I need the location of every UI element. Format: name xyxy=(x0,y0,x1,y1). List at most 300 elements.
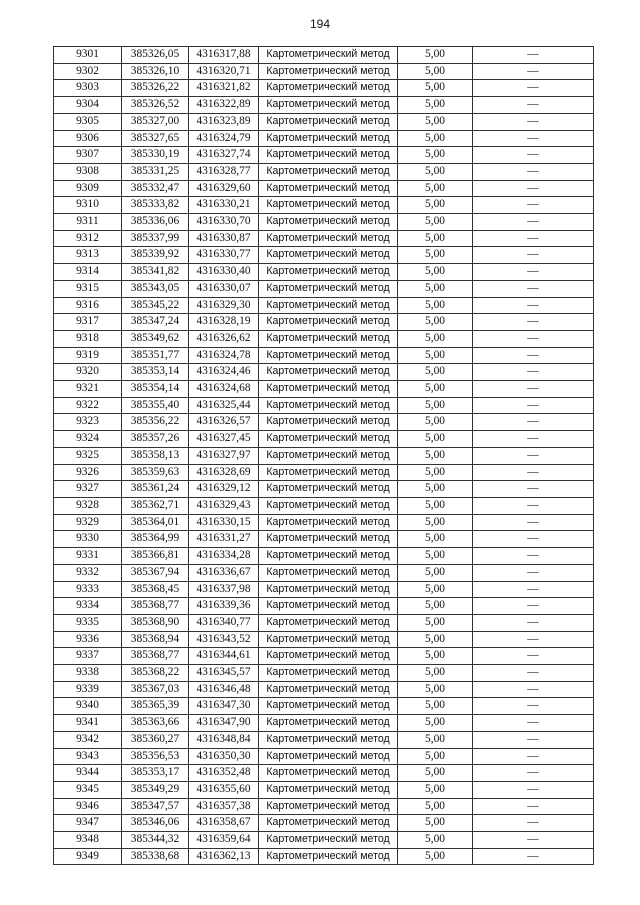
table-row xyxy=(54,314,594,331)
method-cell: Картометрический метод xyxy=(259,130,398,147)
error-cell: 5,00 xyxy=(398,347,473,364)
description-cell: — xyxy=(473,581,594,598)
table-row xyxy=(54,247,594,264)
method-cell: Картометрический метод xyxy=(259,798,398,815)
method-cell: Картометрический метод xyxy=(259,163,398,180)
point-number-cell: 9321 xyxy=(54,381,122,398)
table-row xyxy=(54,497,594,514)
y-coordinate-cell: 4316348,84 xyxy=(189,731,259,748)
x-coordinate-cell: 385356,22 xyxy=(122,414,189,431)
x-coordinate-cell: 385358,13 xyxy=(122,447,189,464)
x-coordinate-cell: 385356,53 xyxy=(122,748,189,765)
x-coordinate-cell: 385368,90 xyxy=(122,614,189,631)
x-coordinate-cell: 385327,65 xyxy=(122,130,189,147)
table-row xyxy=(54,848,594,865)
point-number-cell: 9316 xyxy=(54,297,122,314)
table-row xyxy=(54,731,594,748)
x-coordinate-cell: 385365,39 xyxy=(122,698,189,715)
error-cell: 5,00 xyxy=(398,514,473,531)
description-cell: — xyxy=(473,497,594,514)
error-cell: 5,00 xyxy=(398,330,473,347)
y-coordinate-cell: 4316322,89 xyxy=(189,97,259,114)
y-coordinate-cell: 4316330,87 xyxy=(189,230,259,247)
error-cell: 5,00 xyxy=(398,564,473,581)
error-cell: 5,00 xyxy=(398,63,473,80)
method-cell: Картометрический метод xyxy=(259,698,398,715)
table-row xyxy=(54,113,594,130)
point-number-cell: 9320 xyxy=(54,364,122,381)
method-cell: Картометрический метод xyxy=(259,214,398,231)
y-coordinate-cell: 4316328,69 xyxy=(189,464,259,481)
method-cell: Картометрический метод xyxy=(259,347,398,364)
point-number-cell: 9310 xyxy=(54,197,122,214)
point-number-cell: 9305 xyxy=(54,113,122,130)
method-cell: Картометрический метод xyxy=(259,614,398,631)
method-cell: Картометрический метод xyxy=(259,564,398,581)
y-coordinate-cell: 4316362,13 xyxy=(189,848,259,865)
point-number-cell: 9314 xyxy=(54,264,122,281)
description-cell: — xyxy=(473,330,594,347)
method-cell: Картометрический метод xyxy=(259,681,398,698)
x-coordinate-cell: 385368,94 xyxy=(122,631,189,648)
y-coordinate-cell: 4316330,21 xyxy=(189,197,259,214)
point-number-cell: 9343 xyxy=(54,748,122,765)
table-row xyxy=(54,548,594,565)
table-row xyxy=(54,715,594,732)
error-cell: 5,00 xyxy=(398,665,473,682)
method-cell: Картометрический метод xyxy=(259,147,398,164)
x-coordinate-cell: 385357,26 xyxy=(122,431,189,448)
description-cell: — xyxy=(473,681,594,698)
x-coordinate-cell: 385367,03 xyxy=(122,681,189,698)
error-cell: 5,00 xyxy=(398,147,473,164)
description-cell: — xyxy=(473,614,594,631)
y-coordinate-cell: 4316334,28 xyxy=(189,548,259,565)
method-cell: Картометрический метод xyxy=(259,314,398,331)
method-cell: Картометрический метод xyxy=(259,548,398,565)
table-row xyxy=(54,197,594,214)
description-cell: — xyxy=(473,80,594,97)
description-cell: — xyxy=(473,147,594,164)
point-number-cell: 9315 xyxy=(54,280,122,297)
error-cell: 5,00 xyxy=(398,832,473,849)
point-number-cell: 9339 xyxy=(54,681,122,698)
error-cell: 5,00 xyxy=(398,715,473,732)
point-number-cell: 9317 xyxy=(54,314,122,331)
method-cell: Картометрический метод xyxy=(259,531,398,548)
error-cell: 5,00 xyxy=(398,798,473,815)
method-cell: Картометрический метод xyxy=(259,280,398,297)
point-number-cell: 9303 xyxy=(54,80,122,97)
table-row xyxy=(54,832,594,849)
table-row xyxy=(54,63,594,80)
method-cell: Картометрический метод xyxy=(259,113,398,130)
description-cell: — xyxy=(473,347,594,364)
description-cell: — xyxy=(473,514,594,531)
table-row xyxy=(54,447,594,464)
table-row xyxy=(54,297,594,314)
coordinates-table-body xyxy=(54,47,594,865)
x-coordinate-cell: 385333,82 xyxy=(122,197,189,214)
method-cell: Картометрический метод xyxy=(259,598,398,615)
x-coordinate-cell: 385368,77 xyxy=(122,598,189,615)
point-number-cell: 9347 xyxy=(54,815,122,832)
method-cell: Картометрический метод xyxy=(259,631,398,648)
table-row xyxy=(54,347,594,364)
error-cell: 5,00 xyxy=(398,447,473,464)
error-cell: 5,00 xyxy=(398,197,473,214)
method-cell: Картометрический метод xyxy=(259,47,398,64)
point-number-cell: 9332 xyxy=(54,564,122,581)
x-coordinate-cell: 385353,17 xyxy=(122,765,189,782)
point-number-cell: 9328 xyxy=(54,497,122,514)
method-cell: Картометрический метод xyxy=(259,781,398,798)
description-cell: — xyxy=(473,264,594,281)
table-row xyxy=(54,230,594,247)
error-cell: 5,00 xyxy=(398,681,473,698)
description-cell: — xyxy=(473,63,594,80)
y-coordinate-cell: 4316324,78 xyxy=(189,347,259,364)
method-cell: Картометрический метод xyxy=(259,848,398,865)
y-coordinate-cell: 4316325,44 xyxy=(189,397,259,414)
description-cell: — xyxy=(473,648,594,665)
table-row xyxy=(54,581,594,598)
table-row xyxy=(54,748,594,765)
description-cell: — xyxy=(473,180,594,197)
table-row xyxy=(54,631,594,648)
y-coordinate-cell: 4316359,64 xyxy=(189,832,259,849)
method-cell: Картометрический метод xyxy=(259,497,398,514)
x-coordinate-cell: 385336,06 xyxy=(122,214,189,231)
x-coordinate-cell: 385367,94 xyxy=(122,564,189,581)
error-cell: 5,00 xyxy=(398,47,473,64)
x-coordinate-cell: 385346,06 xyxy=(122,815,189,832)
y-coordinate-cell: 4316344,61 xyxy=(189,648,259,665)
y-coordinate-cell: 4316347,90 xyxy=(189,715,259,732)
point-number-cell: 9345 xyxy=(54,781,122,798)
description-cell: — xyxy=(473,297,594,314)
error-cell: 5,00 xyxy=(398,431,473,448)
error-cell: 5,00 xyxy=(398,247,473,264)
error-cell: 5,00 xyxy=(398,97,473,114)
table-row xyxy=(54,280,594,297)
description-cell: — xyxy=(473,247,594,264)
x-coordinate-cell: 385341,82 xyxy=(122,264,189,281)
point-number-cell: 9340 xyxy=(54,698,122,715)
x-coordinate-cell: 385353,14 xyxy=(122,364,189,381)
description-cell: — xyxy=(473,397,594,414)
point-number-cell: 9306 xyxy=(54,130,122,147)
point-number-cell: 9335 xyxy=(54,614,122,631)
description-cell: — xyxy=(473,47,594,64)
x-coordinate-cell: 385330,19 xyxy=(122,147,189,164)
table-row xyxy=(54,464,594,481)
error-cell: 5,00 xyxy=(398,180,473,197)
method-cell: Картометрический метод xyxy=(259,665,398,682)
x-coordinate-cell: 385327,00 xyxy=(122,113,189,130)
x-coordinate-cell: 385345,22 xyxy=(122,297,189,314)
table-row xyxy=(54,481,594,498)
method-cell: Картометрический метод xyxy=(259,364,398,381)
description-cell: — xyxy=(473,815,594,832)
point-number-cell: 9330 xyxy=(54,531,122,548)
y-coordinate-cell: 4316340,77 xyxy=(189,614,259,631)
x-coordinate-cell: 385349,62 xyxy=(122,330,189,347)
method-cell: Картометрический метод xyxy=(259,815,398,832)
y-coordinate-cell: 4316327,74 xyxy=(189,147,259,164)
description-cell: — xyxy=(473,414,594,431)
error-cell: 5,00 xyxy=(398,548,473,565)
method-cell: Картометрический метод xyxy=(259,514,398,531)
y-coordinate-cell: 4316331,27 xyxy=(189,531,259,548)
x-coordinate-cell: 385347,24 xyxy=(122,314,189,331)
description-cell: — xyxy=(473,431,594,448)
point-number-cell: 9304 xyxy=(54,97,122,114)
description-cell: — xyxy=(473,548,594,565)
error-cell: 5,00 xyxy=(398,381,473,398)
method-cell: Картометрический метод xyxy=(259,397,398,414)
method-cell: Картометрический метод xyxy=(259,180,398,197)
y-coordinate-cell: 4316323,89 xyxy=(189,113,259,130)
y-coordinate-cell: 4316326,62 xyxy=(189,330,259,347)
y-coordinate-cell: 4316321,82 xyxy=(189,80,259,97)
table-row xyxy=(54,163,594,180)
x-coordinate-cell: 385326,05 xyxy=(122,47,189,64)
table-row xyxy=(54,180,594,197)
point-number-cell: 9323 xyxy=(54,414,122,431)
description-cell: — xyxy=(473,314,594,331)
description-cell: — xyxy=(473,214,594,231)
x-coordinate-cell: 385344,32 xyxy=(122,832,189,849)
x-coordinate-cell: 385338,68 xyxy=(122,848,189,865)
error-cell: 5,00 xyxy=(398,314,473,331)
y-coordinate-cell: 4316320,71 xyxy=(189,63,259,80)
error-cell: 5,00 xyxy=(398,815,473,832)
table-row xyxy=(54,765,594,782)
table-row xyxy=(54,130,594,147)
description-cell: — xyxy=(473,464,594,481)
method-cell: Картометрический метод xyxy=(259,197,398,214)
point-number-cell: 9307 xyxy=(54,147,122,164)
point-number-cell: 9337 xyxy=(54,648,122,665)
error-cell: 5,00 xyxy=(398,531,473,548)
description-cell: — xyxy=(473,598,594,615)
error-cell: 5,00 xyxy=(398,414,473,431)
method-cell: Картометрический метод xyxy=(259,581,398,598)
x-coordinate-cell: 385351,77 xyxy=(122,347,189,364)
y-coordinate-cell: 4316328,77 xyxy=(189,163,259,180)
description-cell: — xyxy=(473,130,594,147)
x-coordinate-cell: 385363,66 xyxy=(122,715,189,732)
x-coordinate-cell: 385326,22 xyxy=(122,80,189,97)
y-coordinate-cell: 4316350,30 xyxy=(189,748,259,765)
y-coordinate-cell: 4316324,68 xyxy=(189,381,259,398)
error-cell: 5,00 xyxy=(398,264,473,281)
method-cell: Картометрический метод xyxy=(259,264,398,281)
table-row xyxy=(54,431,594,448)
error-cell: 5,00 xyxy=(398,130,473,147)
method-cell: Картометрический метод xyxy=(259,330,398,347)
y-coordinate-cell: 4316329,43 xyxy=(189,497,259,514)
description-cell: — xyxy=(473,698,594,715)
table-row xyxy=(54,648,594,665)
x-coordinate-cell: 385349,29 xyxy=(122,781,189,798)
error-cell: 5,00 xyxy=(398,481,473,498)
description-cell: — xyxy=(473,280,594,297)
y-coordinate-cell: 4316327,45 xyxy=(189,431,259,448)
description-cell: — xyxy=(473,113,594,130)
table-row xyxy=(54,147,594,164)
y-coordinate-cell: 4316329,30 xyxy=(189,297,259,314)
description-cell: — xyxy=(473,364,594,381)
table-row xyxy=(54,330,594,347)
error-cell: 5,00 xyxy=(398,598,473,615)
description-cell: — xyxy=(473,748,594,765)
y-coordinate-cell: 4316330,40 xyxy=(189,264,259,281)
description-cell: — xyxy=(473,631,594,648)
table-row xyxy=(54,564,594,581)
table-row xyxy=(54,264,594,281)
error-cell: 5,00 xyxy=(398,364,473,381)
point-number-cell: 9301 xyxy=(54,47,122,64)
error-cell: 5,00 xyxy=(398,113,473,130)
description-cell: — xyxy=(473,848,594,865)
table-row xyxy=(54,665,594,682)
point-number-cell: 9325 xyxy=(54,447,122,464)
y-coordinate-cell: 4316330,15 xyxy=(189,514,259,531)
method-cell: Картометрический метод xyxy=(259,715,398,732)
y-coordinate-cell: 4316336,67 xyxy=(189,564,259,581)
x-coordinate-cell: 385368,45 xyxy=(122,581,189,598)
x-coordinate-cell: 385326,52 xyxy=(122,97,189,114)
table-row xyxy=(54,698,594,715)
error-cell: 5,00 xyxy=(398,163,473,180)
table-row xyxy=(54,80,594,97)
method-cell: Картометрический метод xyxy=(259,832,398,849)
point-number-cell: 9336 xyxy=(54,631,122,648)
point-number-cell: 9308 xyxy=(54,163,122,180)
method-cell: Картометрический метод xyxy=(259,648,398,665)
y-coordinate-cell: 4316330,77 xyxy=(189,247,259,264)
y-coordinate-cell: 4316346,48 xyxy=(189,681,259,698)
method-cell: Картометрический метод xyxy=(259,464,398,481)
y-coordinate-cell: 4316355,60 xyxy=(189,781,259,798)
y-coordinate-cell: 4316329,60 xyxy=(189,180,259,197)
error-cell: 5,00 xyxy=(398,631,473,648)
y-coordinate-cell: 4316345,57 xyxy=(189,665,259,682)
error-cell: 5,00 xyxy=(398,698,473,715)
description-cell: — xyxy=(473,531,594,548)
error-cell: 5,00 xyxy=(398,748,473,765)
method-cell: Картометрический метод xyxy=(259,97,398,114)
y-coordinate-cell: 4316337,98 xyxy=(189,581,259,598)
y-coordinate-cell: 4316329,12 xyxy=(189,481,259,498)
page-number: 194 xyxy=(309,17,331,31)
error-cell: 5,00 xyxy=(398,230,473,247)
description-cell: — xyxy=(473,715,594,732)
point-number-cell: 9327 xyxy=(54,481,122,498)
description-cell: — xyxy=(473,798,594,815)
x-coordinate-cell: 385368,22 xyxy=(122,665,189,682)
error-cell: 5,00 xyxy=(398,781,473,798)
point-number-cell: 9349 xyxy=(54,848,122,865)
description-cell: — xyxy=(473,765,594,782)
point-number-cell: 9331 xyxy=(54,548,122,565)
error-cell: 5,00 xyxy=(398,214,473,231)
error-cell: 5,00 xyxy=(398,648,473,665)
point-number-cell: 9342 xyxy=(54,731,122,748)
x-coordinate-cell: 385332,47 xyxy=(122,180,189,197)
table-row xyxy=(54,514,594,531)
point-number-cell: 9324 xyxy=(54,431,122,448)
y-coordinate-cell: 4316327,97 xyxy=(189,447,259,464)
y-coordinate-cell: 4316358,67 xyxy=(189,815,259,832)
y-coordinate-cell: 4316339,36 xyxy=(189,598,259,615)
table-row xyxy=(54,364,594,381)
error-cell: 5,00 xyxy=(398,765,473,782)
method-cell: Картометрический метод xyxy=(259,230,398,247)
y-coordinate-cell: 4316324,79 xyxy=(189,130,259,147)
method-cell: Картометрический метод xyxy=(259,731,398,748)
x-coordinate-cell: 385359,63 xyxy=(122,464,189,481)
method-cell: Картометрический метод xyxy=(259,431,398,448)
y-coordinate-cell: 4316343,52 xyxy=(189,631,259,648)
method-cell: Картометрический метод xyxy=(259,765,398,782)
table-row xyxy=(54,414,594,431)
description-cell: — xyxy=(473,230,594,247)
method-cell: Картометрический метод xyxy=(259,247,398,264)
description-cell: — xyxy=(473,163,594,180)
x-coordinate-cell: 385362,71 xyxy=(122,497,189,514)
method-cell: Картометрический метод xyxy=(259,63,398,80)
description-cell: — xyxy=(473,197,594,214)
point-number-cell: 9319 xyxy=(54,347,122,364)
error-cell: 5,00 xyxy=(398,848,473,865)
table-row xyxy=(54,381,594,398)
x-coordinate-cell: 385366,81 xyxy=(122,548,189,565)
x-coordinate-cell: 385343,05 xyxy=(122,280,189,297)
y-coordinate-cell: 4316330,07 xyxy=(189,280,259,297)
point-number-cell: 9318 xyxy=(54,330,122,347)
y-coordinate-cell: 4316347,30 xyxy=(189,698,259,715)
y-coordinate-cell: 4316330,70 xyxy=(189,214,259,231)
y-coordinate-cell: 4316328,19 xyxy=(189,314,259,331)
y-coordinate-cell: 4316326,57 xyxy=(189,414,259,431)
error-cell: 5,00 xyxy=(398,581,473,598)
x-coordinate-cell: 385354,14 xyxy=(122,381,189,398)
point-number-cell: 9302 xyxy=(54,63,122,80)
table-row xyxy=(54,97,594,114)
table-row xyxy=(54,781,594,798)
method-cell: Картометрический метод xyxy=(259,381,398,398)
point-number-cell: 9338 xyxy=(54,665,122,682)
error-cell: 5,00 xyxy=(398,464,473,481)
error-cell: 5,00 xyxy=(398,497,473,514)
method-cell: Картометрический метод xyxy=(259,748,398,765)
y-coordinate-cell: 4316352,48 xyxy=(189,765,259,782)
point-number-cell: 9312 xyxy=(54,230,122,247)
point-number-cell: 9348 xyxy=(54,832,122,849)
description-cell: — xyxy=(473,731,594,748)
point-number-cell: 9334 xyxy=(54,598,122,615)
point-number-cell: 9333 xyxy=(54,581,122,598)
description-cell: — xyxy=(473,381,594,398)
x-coordinate-cell: 385368,77 xyxy=(122,648,189,665)
x-coordinate-cell: 385361,24 xyxy=(122,481,189,498)
error-cell: 5,00 xyxy=(398,80,473,97)
method-cell: Картометрический метод xyxy=(259,297,398,314)
description-cell: — xyxy=(473,832,594,849)
